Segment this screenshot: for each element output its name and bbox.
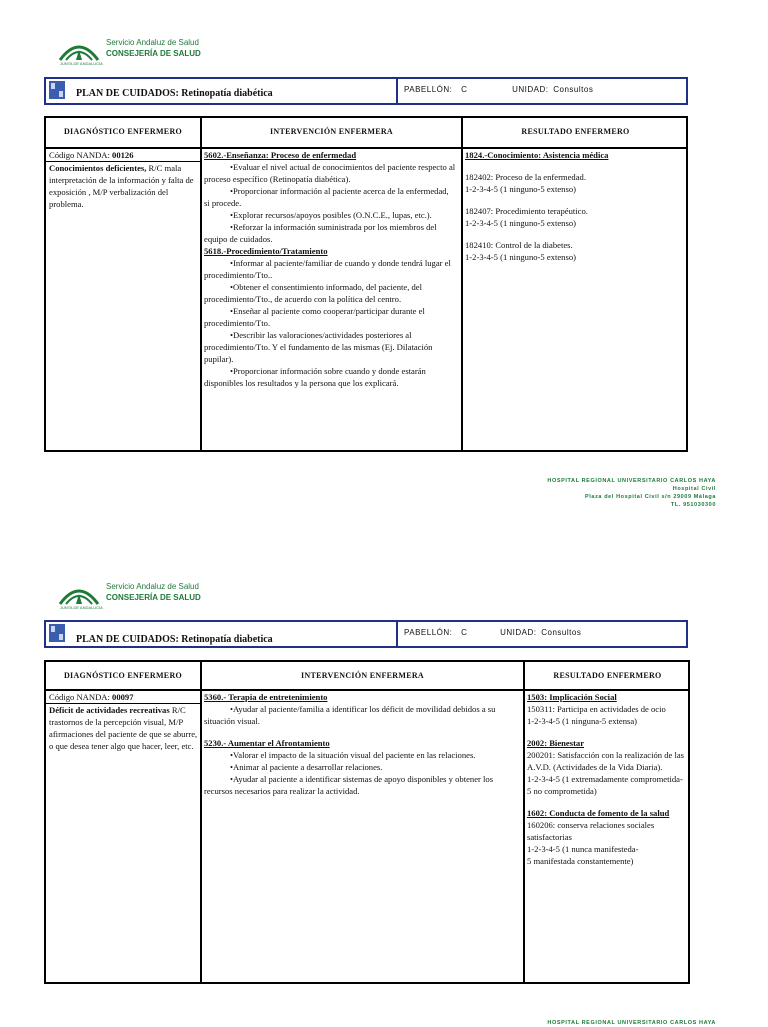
plan-title-box [44,77,398,105]
intervention-title: 5230.- Aumentar el Afrontamiento [204,738,330,748]
intervention-item: • Reforzar la información suministrada por los miembros del equipo de cuidados. [204,221,456,245]
header-intervencion: INTERVENCIÓN ENFERMERA [270,127,393,136]
intervention-item: • Enseñar al paciente como cooperar/participar durante el procedimiento/Tto. [204,305,456,329]
logo-line1: Servicio Andaluz de Salud [106,582,199,591]
intervention-item: • Ayudar al paciente/familia a identificar los déficit de movilidad debidos a su situación visual. [204,703,518,727]
result-cell [527,691,687,867]
result-title: 1503: Implicación Social [527,692,617,702]
result-line: 150311: Participa en actividades de ocio [527,704,666,714]
intervention-title: 5602.-Enseñanza: Proceso de enfermedad [204,150,357,160]
plan-title-box [44,620,398,648]
intervention-item: • Describir las valoraciones/actividades posteriores al procedimiento/Tto. Y el fundamento de las mismas (Ej. Dilatación pupilar). [204,329,456,365]
document-icon [49,624,65,642]
result-line: 200201: Satisfacción con la realización de las A.V.D. (Actividades de la Vida Diaria). [527,750,685,772]
unidad-label: UNIDAD: [512,85,549,94]
plan-title: PLAN DE CUIDADOS: Retinopatía diabética [76,88,273,99]
diagnosis-cell: Código NANDA: 00126 Conocimientos deficientes, R/C mala interpretación de la información y falta de exposición , M/P verbalización del problema. [49,149,198,210]
logo-line3: JUNTA DE ANDALUCIA [60,61,103,66]
care-plan-table [44,660,690,984]
intervention-item: • Informar al paciente/familiar de cuando y donde tendrá lugar el procedimiento/Tto.. [204,257,456,281]
intervention-cell [204,691,518,797]
document-icon [49,81,65,99]
header-intervencion: INTERVENCIÓN ENFERMERA [301,671,424,680]
intervention-item: • Animar al paciente a desarrollar relaciones. [204,761,518,773]
plan-title: PLAN DE CUIDADOS: Retinopatía diabetica [76,634,273,645]
intervention-cell [204,149,456,389]
diagnosis-cell: Código NANDA: 00097 Déficit de actividades recreativas R/C trastornos de la percepción visual, M/P afirmaciones del paciente de que se aburre, o que desea tener algo que hacer, leer, etc. [49,691,198,752]
hospital-footer: HOSPITAL REGIONAL UNIVERSITARIO CARLOS HAYA [547,1020,716,1026]
pabellon-label: PABELLÓN: [404,628,453,637]
result-line: 5 no comprometida) [527,786,597,796]
logo-line1: Servicio Andaluz de Salud [106,38,199,47]
pabellon-value: C [461,628,468,637]
care-plan-table [44,116,688,452]
logo-arc-icon [58,582,100,606]
intervention-item: • Evaluar el nivel actual de conocimientos del paciente respecto al proceso específico (Retinopatía diabética). [204,161,456,185]
location-info [404,85,593,94]
result-line: 1-2-3-4-5 (1 ninguna-5 extensa) [527,716,638,726]
unidad-value: Consultos [541,628,582,637]
location-box [396,77,688,105]
result-line: 182410: Control de la diabetes. [465,240,573,250]
intervention-item: • Ayudar al paciente a identificar sistemas de apoyo disponibles y obtener los recursos necesarios para realizar la actividad. [204,773,518,797]
logo-line3: JUNTA DE ANDALUCIA [60,605,103,610]
result-title: 2002: Bienestar [527,738,585,748]
result-line: 182402: Proceso de la enfermedad. [465,172,586,182]
result-line: 1-2-3-4-5 (1 ninguno-5 extenso) [465,184,576,194]
intervention-title: 5618.-Procedimiento/Tratamiento [204,246,328,256]
header-diagnostico: DIAGNÓSTICO ENFERMERO [63,671,183,680]
location-info [404,628,581,637]
result-line: 1-2-3-4-5 (1 extremadamente comprometida- [527,774,683,784]
result-line: 160206: conserva relaciones sociales satisfactorias [527,820,655,842]
intervention-item: • Obtener el consentimiento informado, del paciente, del procedimiento/Tto., de acuerdo con la política del centro. [204,281,456,305]
header-resultado: RESULTADO ENFERMERO [553,671,662,680]
logo-arc-icon [58,38,100,62]
logo-line2: CONSEJERÍA DE SALUD [106,49,201,58]
intervention-title: 5360.- Terapia de entretenimiento [204,692,328,702]
nanda-code: 00126 [112,150,134,160]
pabellon-label: PABELLÓN: [404,85,453,94]
result-cell [465,149,685,263]
logo-line2: CONSEJERÍA DE SALUD [106,593,201,602]
result-line: 1-2-3-4-5 (1 ninguno-5 extenso) [465,252,576,262]
result-title: 1824.-Conocimiento: Asistencia médica [465,150,609,160]
result-line: 5 manifestada constantemente) [527,856,634,866]
intervention-item: • Explorar recursos/apoyos posibles (O.N.C.E., lupas, etc.). [204,209,456,221]
hospital-footer: HOSPITAL REGIONAL UNIVERSITARIO CARLOS HAYA Hospital Civil Plaza del Hospital Civil s/n 29009 Málaga TL. 951030300 [547,478,716,508]
result-line: 1-2-3-4-5 (1 nunca manifesteda- [527,844,639,854]
unidad-label: UNIDAD: [500,628,537,637]
result-line: 182407: Procedimiento terapéutico. [465,206,588,216]
nanda-code: 00097 [112,692,134,702]
header-diagnostico: DIAGNÓSTICO ENFERMERO [63,127,183,136]
result-title: 1602: Conducta de fomento de la salud [527,808,670,818]
header-resultado: RESULTADO ENFERMERO [521,127,630,136]
location-box [396,620,688,648]
intervention-item: • Proporcionar información al paciente acerca de la enfermedad, si procede. [204,185,456,209]
unidad-value: Consultos [553,85,594,94]
pabellon-value: C [461,85,468,94]
result-line: 1-2-3-4-5 (1 ninguno-5 extenso) [465,218,576,228]
intervention-item: • Valorar el impacto de la situación visual del paciente en las relaciones. [204,749,518,761]
intervention-item: • Proporcionar información sobre cuando y donde estarán disponibles los resultados y la persona que los explicará. [204,365,456,389]
